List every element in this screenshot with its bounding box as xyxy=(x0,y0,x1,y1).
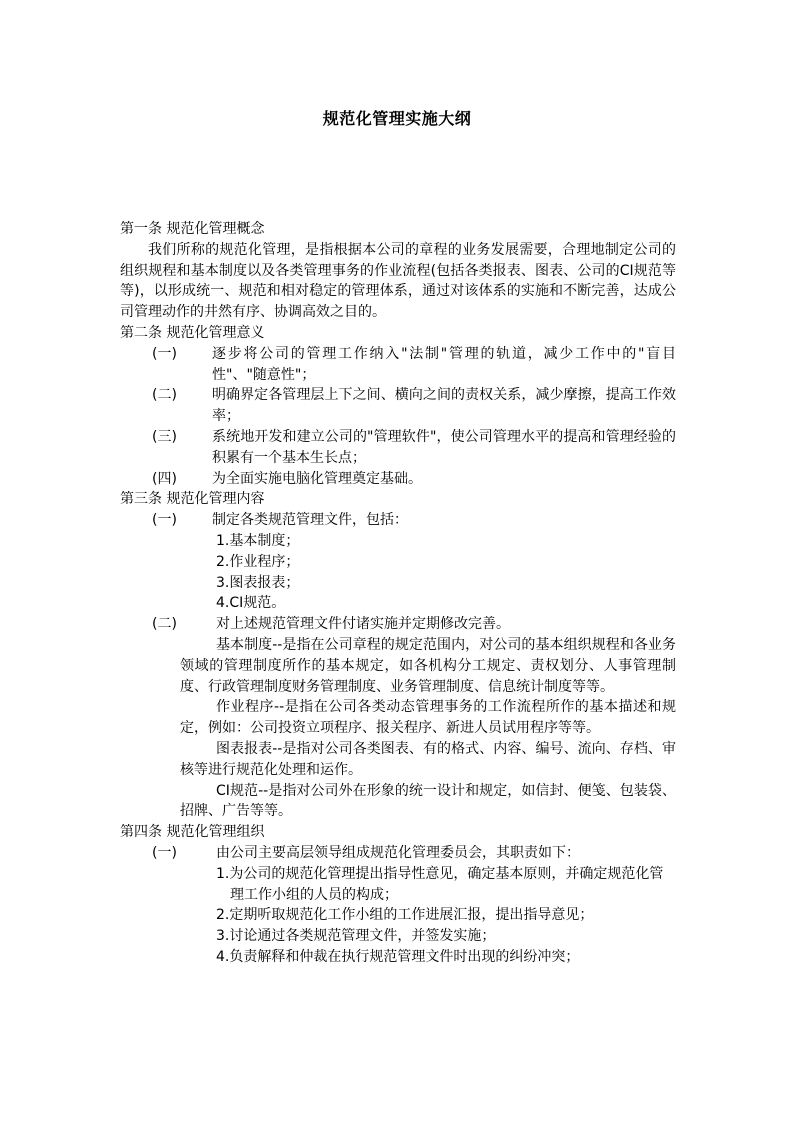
article-1-paragraph: 我们所称的规范化管理，是指根据本公司的章程的业务发展需要，合理地制定公司的组织规程和基本制度以及各类管理事务的作业流程(包括各类报表、图表、公司的CI规范等等)，以形成统一、规范和相对稳定的管理体系，通过对该体系的实施和不断完善，达成公司管理动作的井然有序、协调高效之目的。 xyxy=(120,241,676,321)
document-title: 规范化管理实施大纲 xyxy=(322,109,472,128)
block-text: 图表报表--是指对公司各类图表、有的格式、内容、编号、流向、存档、审核等进行规范化处理和运作。 xyxy=(180,740,676,778)
item-text: 对上述规范管理文件付诸实施并定期修改完善。 xyxy=(216,616,510,633)
article-2-item-3 xyxy=(120,427,676,469)
article-3-block-basic-rules xyxy=(120,635,676,697)
article-4-sub-3: 3.讨论通过各类规范管理文件，并签发实施； xyxy=(216,928,496,945)
sub-text: 1.为公司的规范化管理提出指导性意见，确定基本原则，并确定规范化管理工作小组的人员的构成； xyxy=(216,865,664,903)
article-2-heading: 第二条 规范化管理意义 xyxy=(120,324,265,341)
article-3-sub-2: 2.作业程序； xyxy=(216,553,300,570)
item-number: (三) xyxy=(152,428,177,445)
item-number: (四) xyxy=(152,470,177,487)
article-3-block-charts xyxy=(120,739,676,781)
item-text: 明确界定各管理层上下之间、横向之间的责权关系，减少摩擦，提高工作效率； xyxy=(212,387,676,425)
item-number: (一) xyxy=(152,512,177,529)
article-2-item-4 xyxy=(120,469,676,490)
article-3-sub-3: 3.图表报表； xyxy=(216,574,300,591)
article-3-item-1 xyxy=(120,510,676,531)
article-3-sub-4: 4.CI规范。 xyxy=(216,595,286,612)
article-1-heading: 第一条 规范化管理概念 xyxy=(120,221,265,237)
article-4-sub-1 xyxy=(120,864,676,906)
block-text: 作业程序--是指在公司各类动态管理事务的工作流程所作的基本描述和规定，例如：公司投资立项程序、报关程序、新进人员试用程序等等。 xyxy=(180,699,676,737)
article-4-heading: 第四条 规范化管理组织 xyxy=(120,824,265,841)
block-text: 基本制度--是指在公司章程的规定范围内，对公司的基本组织规程和各业务领域的管理制度所作的基本规定，如各机构分工规定、责权划分、人事管理制度、行政管理制度财务管理制度、业务管理制度、信息统计制度等等。 xyxy=(180,636,676,695)
article-4-sub-4: 4.负责解释和仲裁在执行规范管理文件时出现的纠纷冲突； xyxy=(216,948,580,965)
item-text: 为全面实施电脑化管理奠定基础。 xyxy=(212,470,422,487)
article-4-sub-2: 2.定期听取规范化工作小组的工作进展汇报，提出指导意见； xyxy=(216,907,594,924)
article-3-item-2 xyxy=(120,614,676,635)
item-text: 由公司主要高层领导组成规范化管理委员会，其职责如下： xyxy=(216,844,580,861)
article-3-heading: 第三条 规范化管理内容 xyxy=(120,491,265,508)
item-text: 逐步将公司的管理工作纳入"法制"管理的轨道，减少工作中的"盲目性"、"随意性"； xyxy=(212,345,676,383)
item-text: 系统地开发和建立公司的"管理软件"，使公司管理水平的提高和管理经验的积累有一个基本生长点； xyxy=(212,428,676,466)
block-text: CI规范--是指对公司外在形象的统一设计和规定，如信封、便笺、包装袋、招牌、广告等等。 xyxy=(180,782,676,820)
document-body xyxy=(120,219,676,968)
article-3-sub-1: 1.基本制度； xyxy=(216,532,300,549)
item-number: (一) xyxy=(152,345,177,362)
item-text: 制定各类规范管理文件，包括： xyxy=(212,512,408,529)
article-3-block-procedures xyxy=(120,697,676,739)
article-3-block-ci xyxy=(120,781,676,823)
article-2-item-1 xyxy=(120,344,676,386)
item-number: (一) xyxy=(152,844,177,861)
item-number: (二) xyxy=(152,387,177,404)
article-4-item-1 xyxy=(120,843,676,864)
article-2-item-2 xyxy=(120,385,676,427)
item-number: (二) xyxy=(152,616,177,633)
